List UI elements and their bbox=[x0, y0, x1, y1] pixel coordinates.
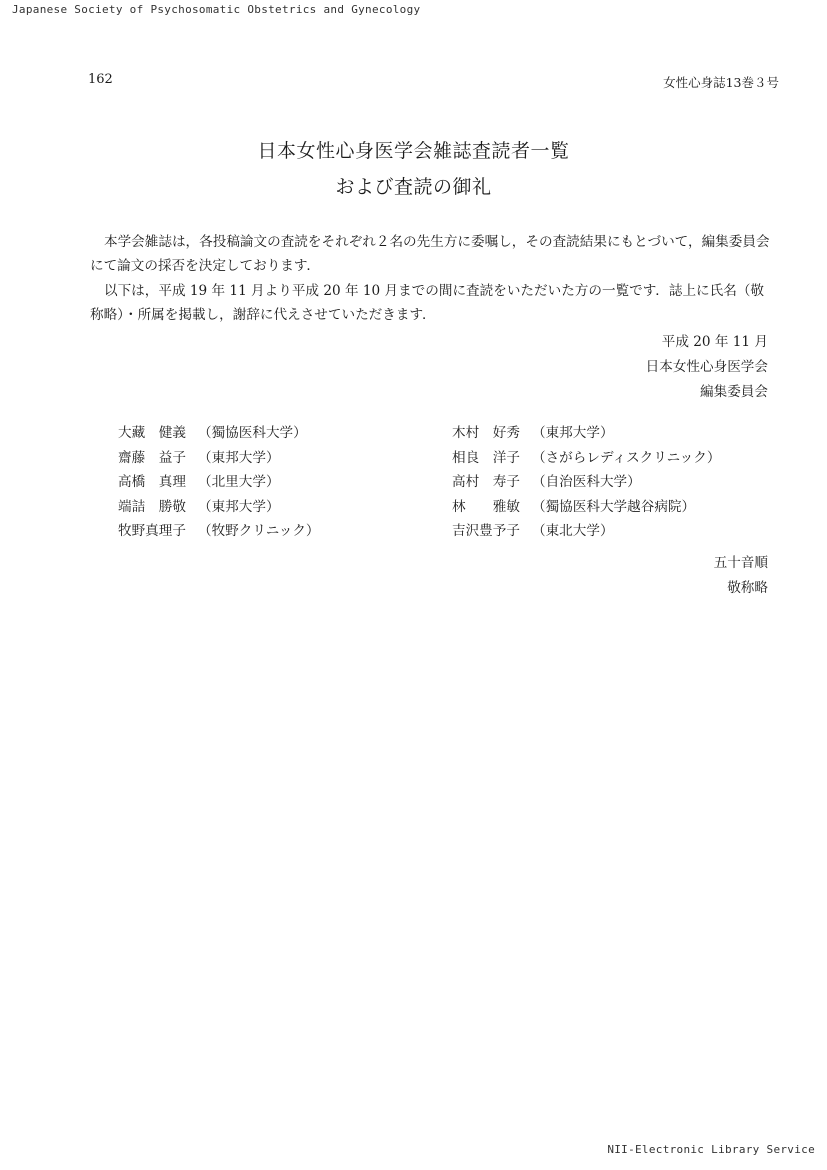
list-paragraph-text: 以下は，平成 19 年 11 月より平成 20 年 10 月までの間に査読をいただいた方の一覧です．誌上に氏名（敬称略）・所属を掲載し，謝辞に代えさせていただきます． bbox=[90, 283, 765, 323]
reviewer-list-right bbox=[452, 421, 720, 544]
reviewer-row bbox=[452, 421, 720, 446]
reviewer-name: 相良 洋子 bbox=[452, 449, 520, 466]
reviewer-row bbox=[452, 495, 720, 520]
reviewer-affiliation: （牧野クリニック） bbox=[198, 523, 320, 539]
reviewer-row bbox=[118, 519, 320, 544]
page-number: 162 bbox=[88, 72, 113, 87]
honorific-note: 敬称略 bbox=[727, 580, 768, 596]
reviewer-name: 林 雅敏 bbox=[452, 498, 520, 515]
reviewer-affiliation: （東邦大学） bbox=[532, 425, 614, 441]
signature-committee: 編集委員会 bbox=[700, 384, 768, 400]
reviewer-name: 牧野真理子 bbox=[118, 523, 186, 539]
reviewer-affiliation: （獨協医科大学越谷病院） bbox=[532, 498, 696, 515]
reviewer-row bbox=[452, 470, 720, 495]
reviewer-affiliation: （東邦大学） bbox=[198, 449, 280, 466]
reviewer-affiliation: （東邦大学） bbox=[198, 498, 280, 515]
page-subtitle: および査読の御礼 bbox=[335, 176, 492, 198]
library-footer: NII-Electronic Library Service bbox=[607, 1143, 815, 1156]
reviewer-name: 齋藤 益子 bbox=[118, 449, 186, 466]
reviewer-list-left bbox=[118, 421, 320, 544]
journal-reference: 女性心身誌13巻３号 bbox=[663, 75, 779, 90]
signature-date: 平成 20 年 11 月 bbox=[661, 334, 768, 350]
intro-paragraph bbox=[90, 230, 770, 278]
reviewer-row bbox=[118, 495, 320, 520]
reviewer-name: 吉沢豊予子 bbox=[452, 523, 520, 539]
reviewer-name: 木村 好秀 bbox=[452, 425, 520, 441]
reviewer-affiliation: （自治医科大学） bbox=[532, 474, 641, 490]
reviewer-name: 高橋 真理 bbox=[118, 474, 186, 490]
page-title: 日本女性心身医学会雑誌査読者一覧 bbox=[257, 140, 570, 162]
intro-paragraph-text: 本学会雑誌は，各投稿論文の査読をそれぞれ２名の先生方に委嘱し，その査読結果にもとづいて，編集委員会にて論文の採否を決定しております． bbox=[90, 234, 770, 274]
reviewer-name: 大藏 健義 bbox=[118, 425, 186, 441]
reviewer-row bbox=[452, 446, 720, 471]
signature-organization: 日本女性心身医学会 bbox=[645, 359, 768, 375]
order-note: 五十音順 bbox=[713, 555, 768, 571]
list-paragraph bbox=[90, 279, 770, 327]
reviewer-affiliation: （東北大学） bbox=[532, 523, 614, 539]
reviewer-name: 高村 寿子 bbox=[452, 474, 520, 490]
reviewer-affiliation: （獨協医科大学） bbox=[198, 425, 307, 441]
reviewer-row bbox=[118, 470, 320, 495]
reviewer-row bbox=[452, 519, 720, 544]
reviewer-row bbox=[118, 421, 320, 446]
society-header: Japanese Society of Psychosomatic Obstetrics and Gynecology bbox=[12, 3, 421, 16]
reviewer-affiliation: （北里大学） bbox=[198, 474, 280, 490]
reviewer-name: 端詰 勝敬 bbox=[118, 498, 186, 515]
reviewer-affiliation: （さがらレディスクリニック） bbox=[532, 449, 721, 466]
reviewer-row bbox=[118, 446, 320, 471]
